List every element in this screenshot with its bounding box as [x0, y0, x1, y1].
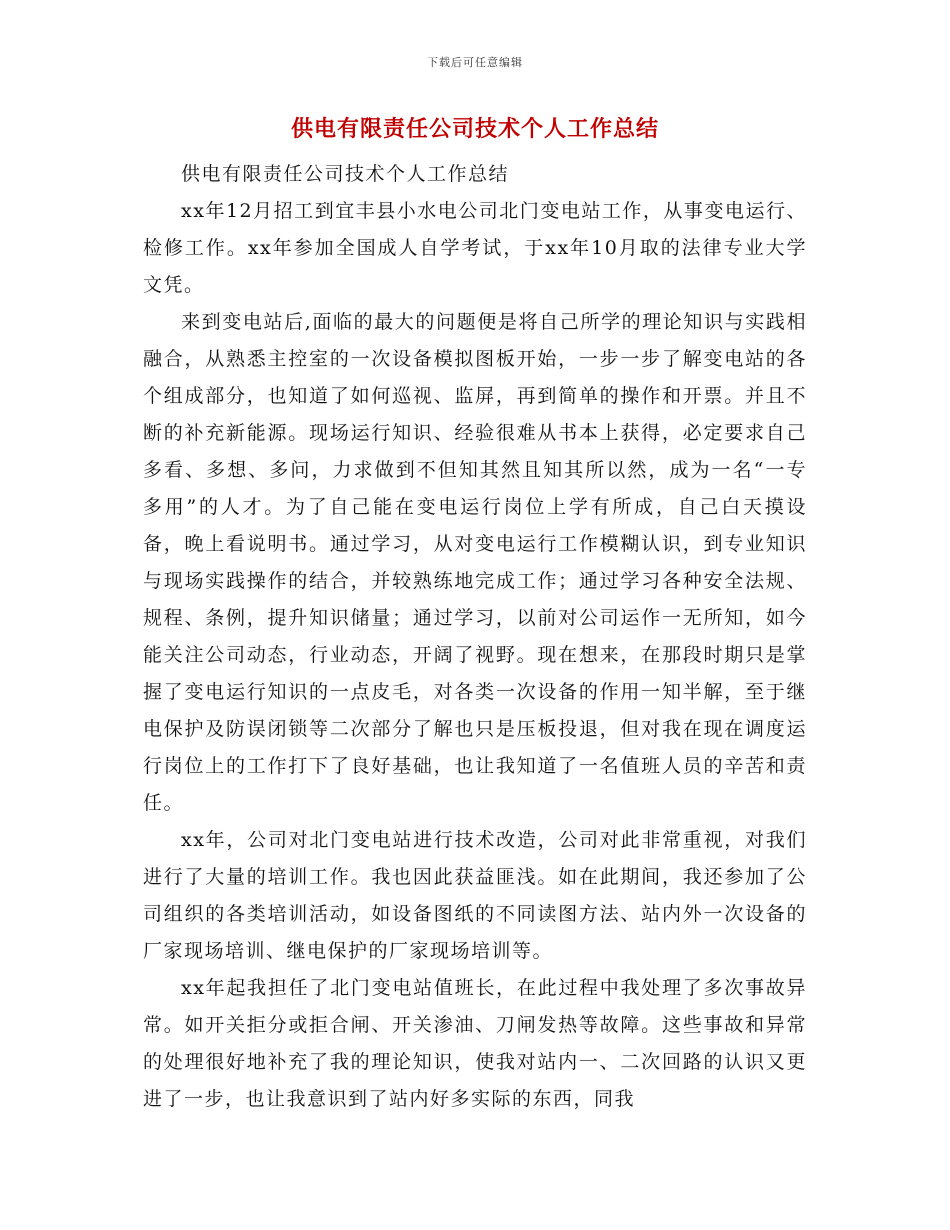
paragraph: xx年，公司对北门变电站进行技术改造，公司对此非常重视，对我们进行了大量的培训工作。我也因此获益匪浅。如在此期间，我还参加了公司组织的各类培训活动，如设备图纸的不同读图方法、站内外一次设备的厂家现场培训、继电保护的厂家现场培训等。: [143, 829, 807, 962]
paragraph: xx年起我担任了北门变电站值班长，在此过程中我处理了多次事故异常。如开关拒分或拒合闸、开关渗油、刀闸发热等故障。这些事故和异常的处理很好地补充了我的理论知识，使我对站内一、二次回路的认识又更进了一步，也让我意识到了站内好多实际的东西，同我: [143, 977, 807, 1110]
paragraph-subtitle: 供电有限责任公司技术个人工作总结: [181, 163, 510, 185]
paragraph: 来到变电站后,面临的最大的问题便是将自己所学的理论知识与实践相融合，从熟悉主控室的一次设备模拟图板开始，一步一步了解变电站的各个组成部分，也知道了如何巡视、监屏，再到简单的操作和开票。并且不断的补充新能源。现场运行知识、经验很难从书本上获得，必定要求自己多看、多想、多问，力求做到不但知其然且知其所以然，成为一名“一专多用”的人才。为了自己能在变电运行岗位上学有所成，自己白天摸设备，晚上看说明书。通过学习，从对变电运行工作模糊认识，到专业知识与现场实践操作的结合，并较熟练地完成工作；通过学习各种安全法规、规程、条例，提升知识储量；通过学习，以前对公司运作一无所知，如今能关注公司动态，行业动态，开阔了视野。现在想来，在那段时期只是掌握了变电运行知识的一点皮毛，对各类一次设备的作用一知半解，至于继电保护及防误闭锁等二次部分了解也只是压板投退，但对我在现在调度运行岗位上的工作打下了良好基础，也让我知道了一名值班人员的辛苦和责任。: [143, 311, 807, 814]
document-title: 供电有限责任公司技术个人工作总结: [290, 117, 659, 142]
header-note: 下载后可任意编辑: [427, 56, 523, 69]
paragraph: xx年12月招工到宜丰县小水电公司北门变电站工作，从事变电运行、检修工作。xx年参加全国成人自学考试，于xx年10月取的法律专业大学文凭。: [143, 200, 807, 296]
document-body: [143, 156, 807, 1118]
